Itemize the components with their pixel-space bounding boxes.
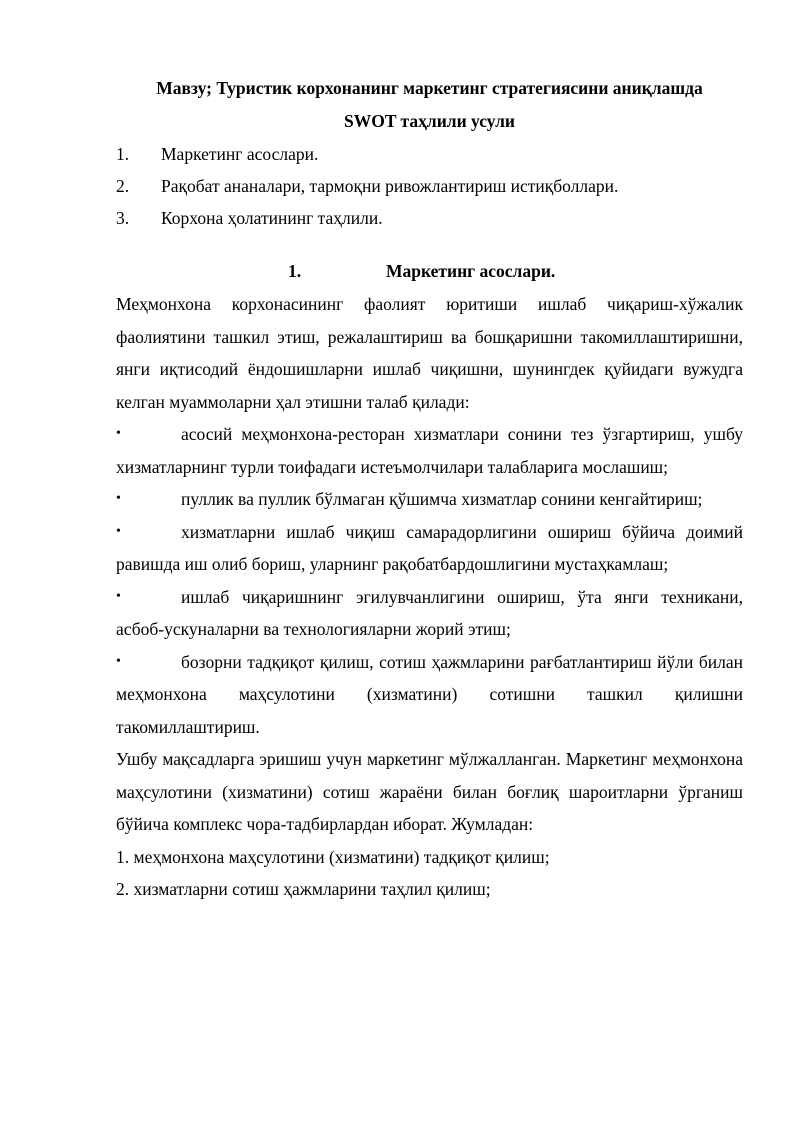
bullet-text: хизматларни ишлаб чиқиш самарадорлигини ошириш бўйича доимий равишда иш олиб бориш, уларнинг рақобатбардошлигини мустаҳкамлаш;: [116, 521, 743, 574]
bullet-text: пуллик ва пуллик бўлмаган қўшимча хизматлар сонини кенгайтириш;: [181, 489, 703, 509]
toc-item-text: Рақобат ананалари, тармоқни ривожлантириш истиқболлари.: [161, 176, 619, 196]
toc-item: [116, 170, 743, 202]
bullet-icon: •: [116, 588, 121, 604]
bullet-text: бозорни тадқиқот қилиш, сотиш ҳажмларини рағбатлантириш йўли билан меҳмонхона маҳсулотини (хизматини) сотишни ташкил қилишни такомиллаштириш.: [116, 651, 743, 737]
bullet-text: ишлаб чиқаришнинг эгилувчанлигини ошириш, ўта янги техникани, асбоб-ускуналарни ва технологияларни жорий этиш;: [116, 586, 743, 639]
numbered-list-item: 2. хизматларни сотиш ҳажмларини таҳлил қилиш;: [116, 879, 491, 899]
document-title-line-1: Мавзу; Туристик корхонанинг маркетинг стратегиясини аниқлашда: [156, 78, 703, 98]
toc-item-number: 3.: [116, 208, 130, 228]
toc-item-text: Маркетинг асослари.: [161, 144, 319, 164]
bullet-item: [116, 418, 743, 483]
bullet-icon: •: [116, 491, 121, 506]
numbered-list-item: 1. меҳмонхона маҳсулотини (хизматини) тадқиқот қилиш;: [116, 846, 550, 867]
bullet-icon: •: [116, 426, 121, 441]
section-title: Маркетинг асослари.: [386, 261, 556, 281]
bullet-text: асосий меҳмонхона-ресторан хизматлари сонини тез ўзгартириш, ушбу хизматларнинг турли тоифадаги истеъмолчилари талабларига мослашиш;: [116, 424, 743, 477]
bullet-item: [116, 581, 743, 646]
bullet-item: [116, 646, 743, 744]
toc-item-number: 1.: [116, 144, 130, 164]
intro-paragraph: Меҳмонхона корхонасининг фаолият юритиши ишлаб чиқариш-хўжалик фаолиятини ташкил этиш, режалаштириш ва бошқаришни такомиллаштиришни, янги иқтисодий ёндошишларни ишлаб чиқишни, шунингдек қуйидаги вужудга келган муаммоларни ҳал этишни талаб қилади:: [116, 294, 743, 412]
bullet-icon: •: [116, 523, 121, 539]
table-of-contents: [116, 138, 743, 234]
toc-item: [116, 202, 743, 234]
toc-item: [116, 138, 743, 170]
body-paragraph: Ушбу мақсадларга эришиш учун маркетинг мўлжалланган. Маркетинг меҳмонхона маҳсулотини (хизматини) сотиш жараёни билан боғлиқ шароитларни ўрганиш бўйича комплекс чора-тадбирлардан иборат. Жумладан:: [116, 749, 743, 834]
bullet-item: [116, 516, 743, 581]
document-title-line-2: SWOT таҳлили усули: [343, 111, 516, 131]
bullet-item: [116, 483, 743, 516]
toc-item-number: 2.: [116, 176, 130, 196]
section-heading: [116, 254, 743, 288]
section-number: 1.: [288, 261, 302, 281]
bullet-icon: •: [116, 653, 121, 669]
toc-item-text: Корхона ҳолатининг таҳлили.: [161, 208, 383, 228]
